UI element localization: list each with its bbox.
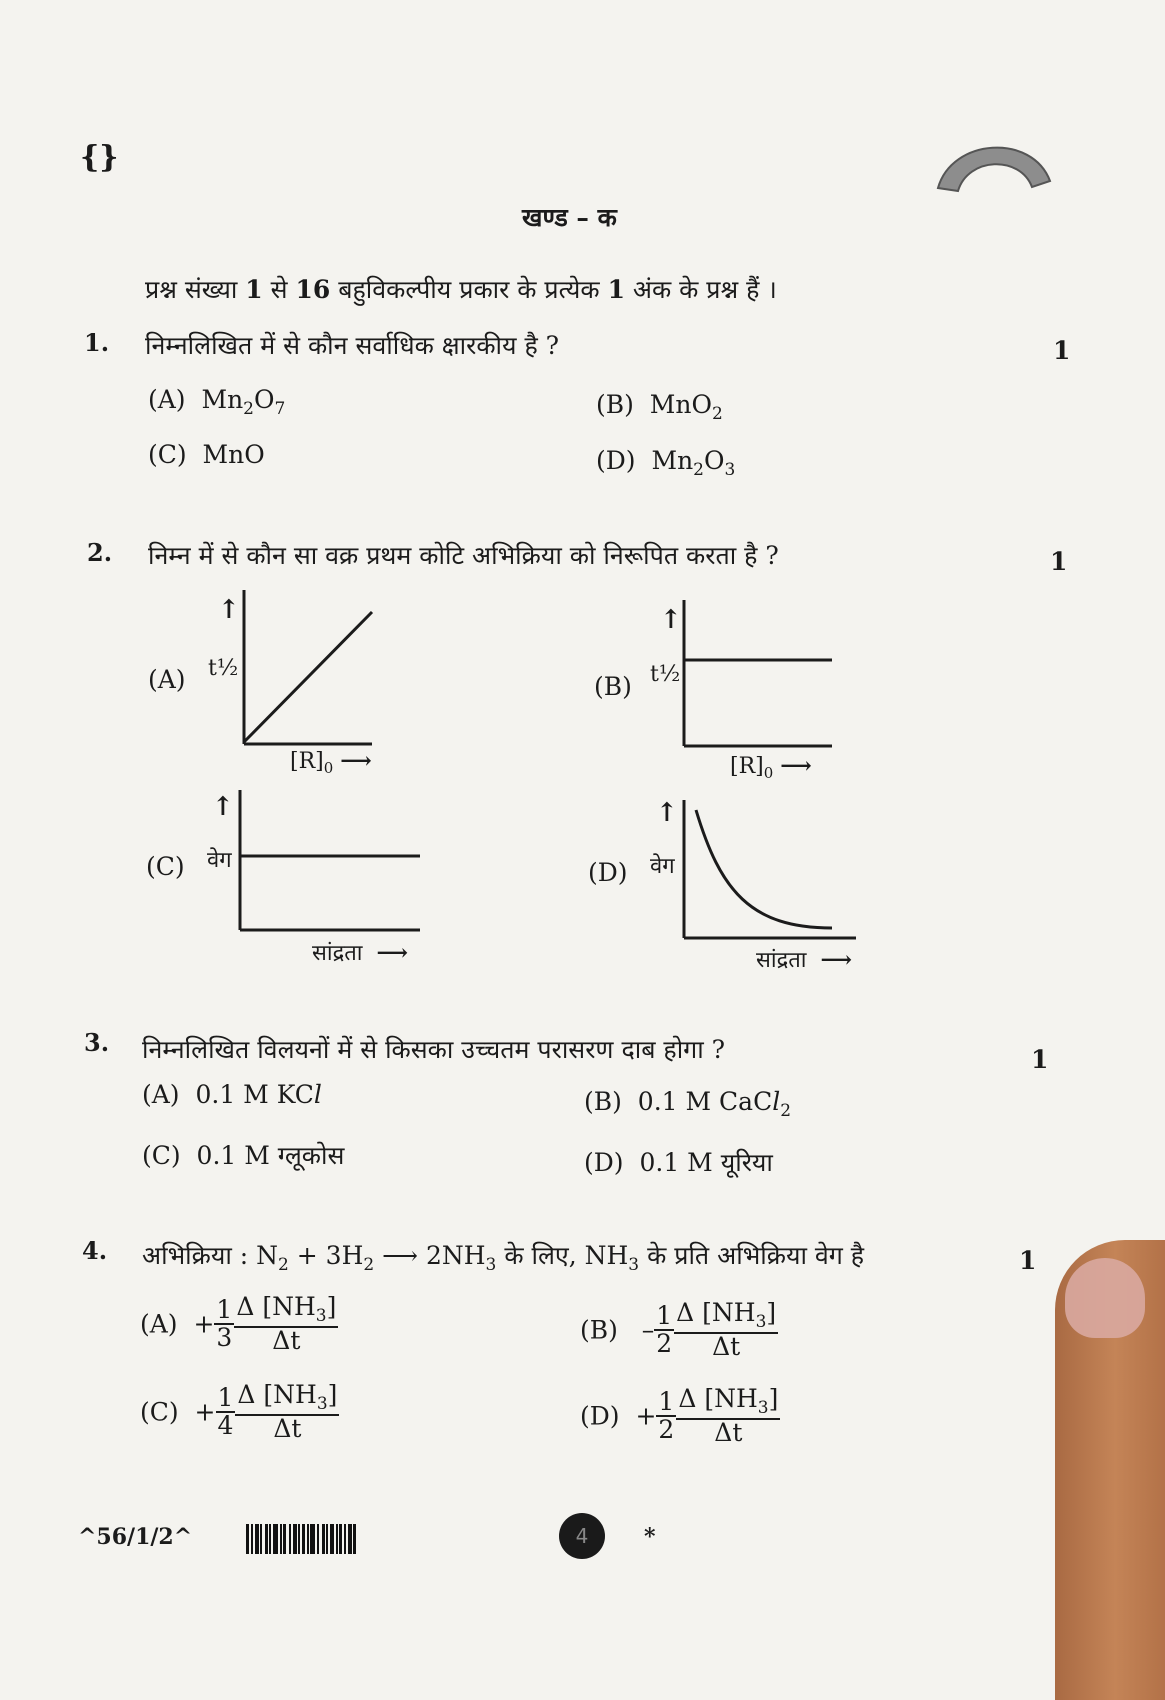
star-mark: * — [644, 1524, 656, 1550]
graph-c-label: (C) — [146, 852, 185, 881]
x-axis-label: सांद्रता ⟶ — [312, 940, 409, 966]
question-text: निम्नलिखित में से कौन सर्वाधिक क्षारकीय है ? — [145, 331, 560, 360]
option-b: (B) MnO$_2$ — [596, 390, 723, 424]
option-d: (D) $Mn_2O_3$ — [596, 446, 736, 480]
option-d: (D) 0.1 M यूरिया — [584, 1148, 773, 1177]
option-c: (C) 0.1 M ग्लूकोस — [142, 1141, 345, 1170]
instruction-text: प्रश्न संख्या 1 से 16 बहुविकल्पीय प्रकार के प्रत्येक 1 अंक के प्रश्न हैं । — [145, 275, 777, 304]
y-axis-label: t½ — [208, 656, 239, 681]
option-a: (A) + $\frac{1}{3}$ $\frac{\Delta [NH_3]}{\Delta t}$ — [140, 1292, 337, 1355]
curve-line — [696, 810, 832, 928]
x-axis-label: $[R]_0$ ⟶ — [290, 748, 372, 778]
option-d: (D) + $\frac{1}{2}$ $\frac{\Delta [NH_3]}{\Delta t}$ — [580, 1384, 779, 1447]
question-text: निम्न में से कौन सा वक्र प्रथम कोटि अभिक्रिया को निरूपित करता है ? — [148, 541, 779, 570]
x-axis-label: सांद्रता ⟶ — [756, 947, 853, 973]
option-b: (B) – $\frac{1}{2}$ $\frac{\Delta [NH_3]}{\Delta t}$ — [580, 1298, 777, 1361]
question-number: 3. — [84, 1028, 110, 1057]
page-number: 4 — [559, 1513, 605, 1559]
question-text: निम्नलिखित विलयनों में से किसका उच्चतम परासरण दाब होगा ? — [142, 1035, 726, 1064]
question-number: 2. — [87, 538, 113, 567]
y-axis-label: वेग — [207, 848, 232, 873]
question-marks: 1 — [1019, 1246, 1037, 1275]
graph-a-label: (A) — [148, 665, 186, 694]
option-a: (A) $Mn_2O_7$ — [148, 385, 286, 419]
graph-c-plot — [236, 790, 426, 936]
x-axis-label: $[R]_0$ ⟶ — [730, 753, 812, 783]
thumbnail-graphic — [1065, 1258, 1145, 1338]
question-number: 4. — [82, 1236, 108, 1265]
question-marks: 1 — [1031, 1045, 1049, 1074]
y-axis-arrow: ↑ — [218, 595, 240, 625]
y-axis-arrow: ↑ — [212, 792, 234, 822]
option-c: (C) + $\frac{1}{4}$ $\frac{\Delta [NH_3]}{\Delta t}$ — [140, 1380, 338, 1443]
section-title: खण्ड – क — [522, 203, 617, 232]
curve-line — [244, 612, 372, 742]
question-text: अभिक्रिया : $N_2 + 3H_2$ ⟶ $2NH_3$ के लिए, $NH_3$ के प्रति अभिक्रिया वेग है — [142, 1241, 865, 1275]
barcode — [246, 1524, 356, 1554]
brace-mark: {} — [80, 140, 119, 175]
question-marks: 1 — [1053, 336, 1071, 365]
question-marks: 1 — [1050, 547, 1068, 576]
paper-code: ^56/1/2^ — [78, 1524, 193, 1550]
question-number: 1. — [84, 328, 110, 357]
graph-b-plot — [680, 600, 840, 750]
option-a: (A) 0.1 M KCl — [142, 1080, 322, 1109]
paper-clip-graphic — [932, 133, 1054, 193]
graph-a-plot — [240, 590, 380, 750]
graph-b-label: (B) — [594, 672, 632, 701]
option-c: (C) MnO — [148, 440, 265, 469]
graph-d-plot — [680, 800, 860, 944]
y-axis-arrow: ↑ — [656, 798, 678, 828]
y-axis-label: वेग — [650, 854, 675, 879]
graph-d-label: (D) — [588, 858, 628, 887]
y-axis-label: t½ — [650, 662, 681, 687]
option-b: (B) 0.1 M CaCl$_2$ — [584, 1087, 792, 1121]
y-axis-arrow: ↑ — [660, 605, 682, 635]
